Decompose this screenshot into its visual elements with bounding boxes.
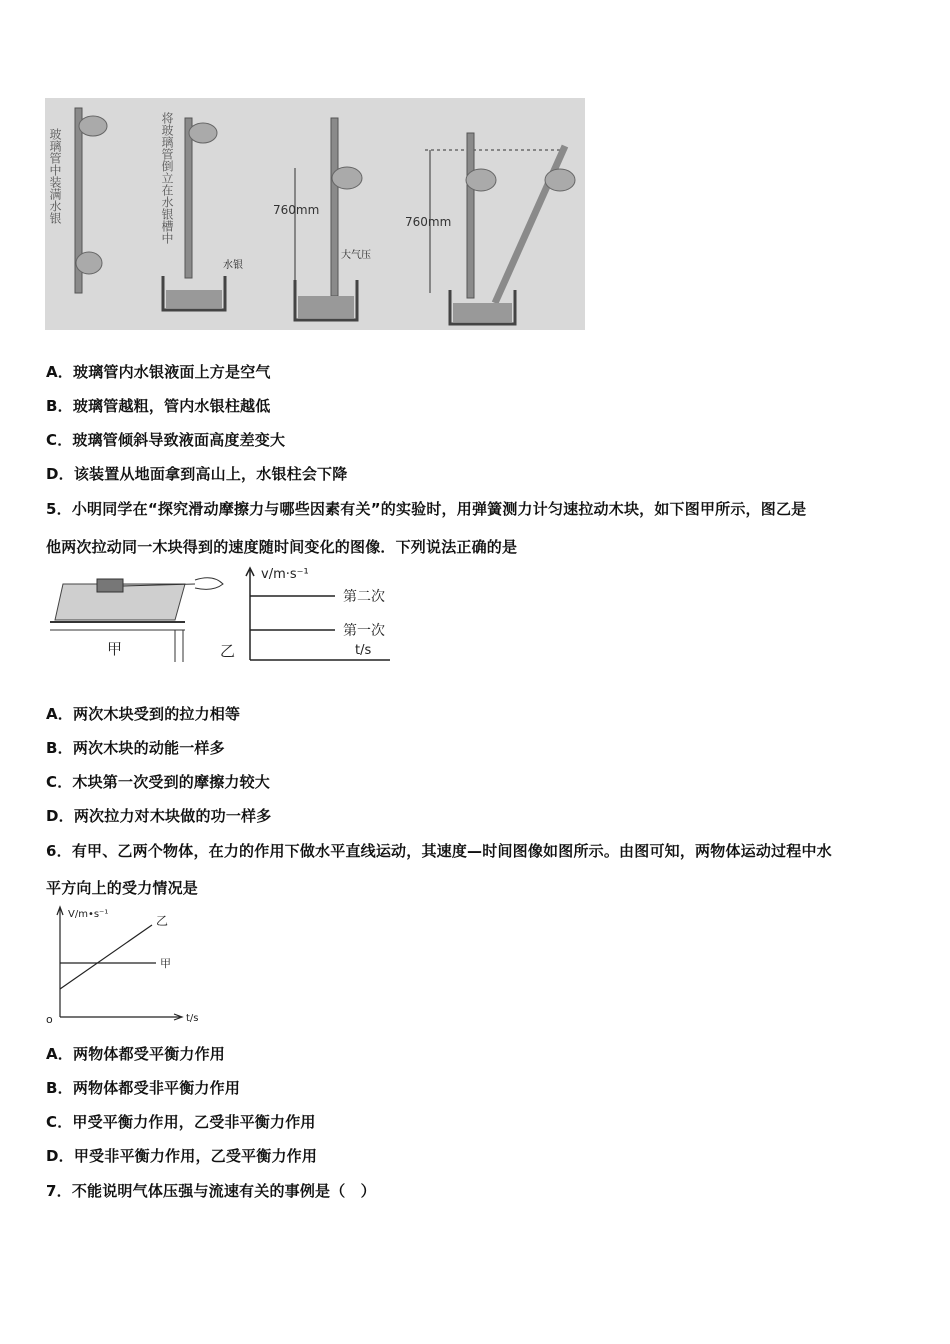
q5-option-d: D．两次拉力对木块做的功一样多 bbox=[46, 807, 272, 825]
q6-vt-graph bbox=[40, 903, 220, 1027]
q5-label-first: 第一次 bbox=[343, 623, 385, 639]
torricelli-illustration bbox=[45, 98, 585, 330]
q5-figure bbox=[45, 562, 405, 666]
q6-label-jia: 甲 bbox=[160, 957, 171, 970]
q5-vt-graph bbox=[246, 567, 390, 660]
q5-stem-line-2: 他两次拉动同一木块得到的速度随时间变化的图像．下列说法正确的是 bbox=[46, 538, 518, 556]
q6-stem-line-2: 平方向上的受力情况是 bbox=[46, 879, 199, 897]
fill-note-text: 玻璃管中装满水银 bbox=[48, 128, 62, 224]
q5-stem-line-1: 5．小明同学在“探究滑动摩擦力与哪些因素有关”的实验时，用弹簧测力计匀速拉动木块，如下图甲所示，图乙是 bbox=[46, 500, 807, 518]
q6-figure bbox=[40, 903, 220, 1027]
q5-table-setup bbox=[50, 578, 223, 662]
q6-origin: o bbox=[46, 1013, 53, 1026]
q5-label-jia: 甲 bbox=[107, 640, 123, 658]
q4-option-c: C．玻璃管倾斜导致液面高度差变大 bbox=[46, 431, 286, 449]
q7-stem: 7．不能说明气体压强与流速有关的事例是（ ） bbox=[46, 1182, 376, 1200]
q6-xlabel: t/s bbox=[186, 1013, 199, 1024]
q4-option-d: D．该装置从地面拿到高山上，水银柱会下降 bbox=[46, 465, 348, 483]
q5-label-second: 第二次 bbox=[343, 589, 385, 605]
q5-ylabel: v/m·s⁻¹ bbox=[261, 567, 309, 582]
q6-stem-line-1: 6．有甲、乙两个物体，在力的作用下做水平直线运动，其速度—时间图像如图所示。由图可知，两物体运动过程中水 bbox=[46, 842, 832, 860]
q6-option-d: D．甲受非平衡力作用，乙受平衡力作用 bbox=[46, 1147, 318, 1165]
q4-option-a: A．玻璃管内水银液面上方是空气 bbox=[46, 363, 271, 381]
atm-label: 大气压 bbox=[341, 250, 371, 261]
q6-option-b: B．两物体都受非平衡力作用 bbox=[46, 1079, 241, 1097]
q6-label-yi: 乙 bbox=[156, 914, 169, 928]
q4-option-b: B．玻璃管越粗，管内水银柱越低 bbox=[46, 397, 271, 415]
q5-option-b: B．两次木块的动能一样多 bbox=[46, 739, 225, 757]
q5-xlabel: t/s bbox=[355, 643, 372, 658]
q5-option-a: A．两次木块受到的拉力相等 bbox=[46, 705, 241, 723]
q6-option-c: C．甲受平衡力作用，乙受非平衡力作用 bbox=[46, 1113, 316, 1131]
height-760-label-1: 760mm bbox=[273, 203, 320, 217]
q5-figure-svg bbox=[45, 562, 405, 666]
height-760-label-2: 760mm bbox=[405, 215, 452, 229]
q6-line-yi bbox=[60, 925, 152, 989]
q6-option-a: A．两物体都受平衡力作用 bbox=[46, 1045, 226, 1063]
q5-option-c: C．木块第一次受到的摩擦力较大 bbox=[46, 773, 271, 791]
mercury-label: 水银 bbox=[223, 260, 243, 271]
invert-note-text: 将玻璃管倒立在水银槽中 bbox=[160, 112, 174, 244]
q5-label-yi: 乙 bbox=[220, 642, 236, 660]
torricelli-photo bbox=[45, 98, 585, 330]
q6-ylabel: V/m•s⁻¹ bbox=[68, 909, 109, 920]
